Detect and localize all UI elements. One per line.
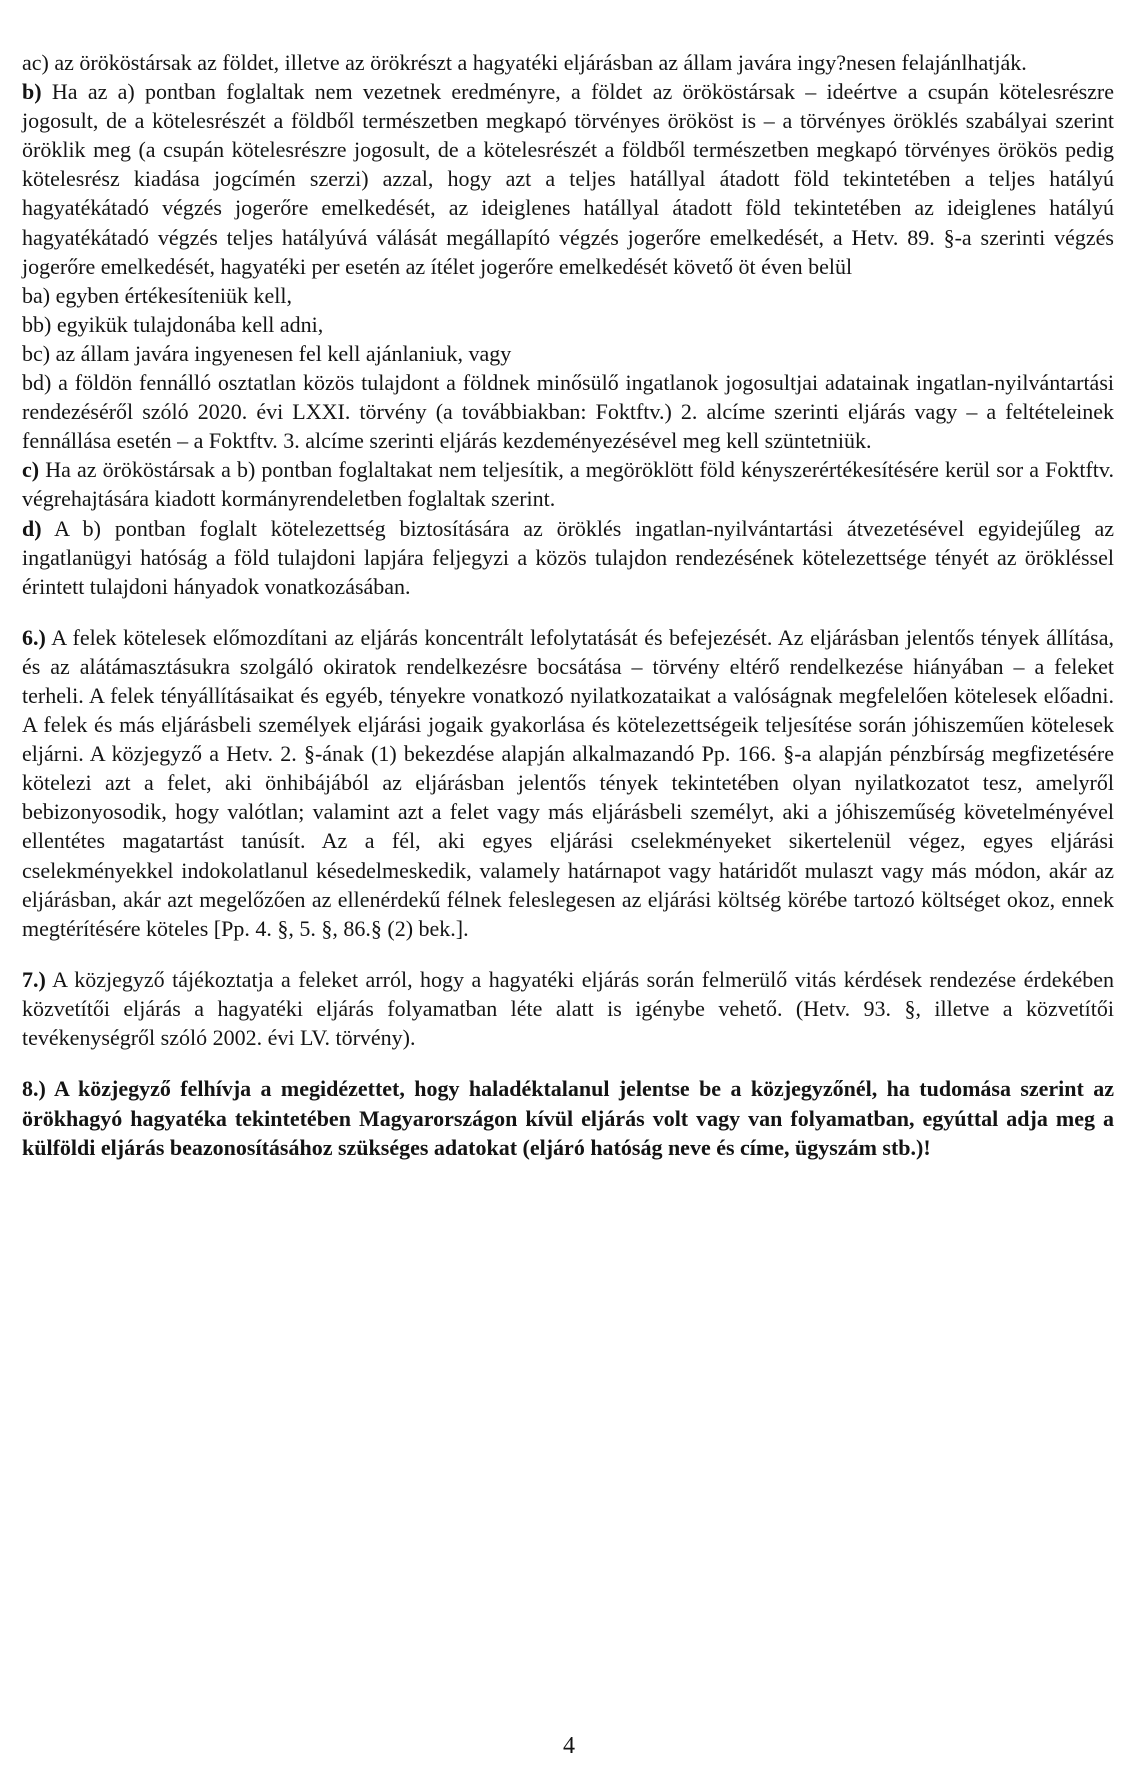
paragraph-label: 6.) [22,624,46,650]
paragraph-text: A közjegyző tájékoztatja a feleket arról, hogy a hagyatéki eljárás során felmerülő vitás kérdések rendezése érdekében közvetítői eljárás a hagyatéki eljárás folyamatban léte alatt is igénybe vehető. (Hetv. 93. §, illetve a közvetítői tevékenységről szóló 2002. évi LV. törvény). [22,966,1114,1050]
paragraph-text: bd) a földön fennálló osztatlan közös tulajdont a földnek minősülő ingatlanok jogosultjai adatainak ingatlan-nyilvántartási rendezéséről szóló 2020. évi LXXI. törvény (a továbbiakban: Foktftv.) 2. alcíme szerinti eljárás vagy – a feltételeinek fennállása esetén – a Foktftv. 3. alcíme szerinti eljárás kezdeményezésével meg kell szüntetniük. [22,370,1114,454]
paragraph-7 [22,965,1114,1052]
paragraph-text: ba) egyben értékesíteniük kell, [22,282,293,308]
document-body [22,48,1114,1163]
paragraph-text: Ha az örököstársak a b) pontban foglaltakat nem teljesítik, a megöröklött föld kényszerértékesítésére kerül sor a Foktftv. végrehajtására kiadott kormányrendeletben foglaltak szerint. [22,457,1114,512]
paragraph-bb [22,310,1114,339]
paragraph-text: A közjegyző felhívja a megidézettet, hogy haladéktalanul jelentse be a közjegyzőnél, ha tudomása szerint az örökhagyó hagyatéka tekintetében Magyarországon kívül eljárás volt vagy van folyamatban, egyúttal adja meg a külföldi eljárás beazonosításához szükséges adatokat (eljáró hatóság neve és címe, ügyszám stb.)! [22,1076,1114,1161]
paragraph-text: A felek kötelesek előmozdítani az eljárás koncentrált lefolytatását és befejezését. Az eljárásban jelentős tények állítása, és az alátámasztásukra szolgáló okiratok rendelkezésre bocsátása – törvény eltérő rendelkezése hiányában – a feleket terheli. A felek tényállításaikat és egyéb, tényekre vonatkozó nyilatkozataikat a valóságnak megfelelően kötelesek előadni. A felek és más eljárásbeli személyek eljárási jogaik gyakorlása és kötelezettségeik teljesítése során jóhiszeműen kötelesek eljárni. A közjegyző a Hetv. 2. §-ának (1) bekezdése alapján alkalmazandó Pp. 166. §-a alapján pénzbírság megfizetésére kötelezi azt a felet, aki önhibájából az eljárásban jelentős tények tekintetében olyan nyilatkozatot tesz, amelyről bebizonyosodik, hogy valótlan; valamint azt a felet vagy más eljárásbeli személyt, aki a jóhiszeműség követelményével ellentétes magatartást tanúsít. Az a fél, aki egyes eljárási cselekményeket sikertelenül végez, egyes eljárási cselekményekkel indokolatlanul késedelmeskedik, valamely határnapot vagy határidőt mulaszt vagy más módon, akár az eljárásban, akár azt megelőzően az ellenérdekű félnek feleslegesen az eljárási költség körébe tartozó költséget okoz, ennek megtérítésére köteles [Pp. 4. §, 5. §, 86.§ (2) bek.]. [22,624,1114,941]
paragraph-bc [22,339,1114,368]
paragraph-ac [22,48,1114,77]
paragraph-6 [22,623,1114,943]
paragraph-label: 8.) [22,1076,46,1102]
paragraph-b [22,77,1114,281]
paragraph-text: A b) pontban foglalt kötelezettség biztosítására az öröklés ingatlan-nyilvántartási átvezetésével egyidejűleg az ingatlanügyi hatóság a föld tulajdoni lapjára feljegyzi a közös tulajdon rendezésének kötelezettsége tényét az örökléssel érintett tulajdoni hányadok vonatkozásában. [22,515,1114,599]
paragraph-text: bb) egyikük tulajdonába kell adni, [22,311,324,337]
paragraph-ba [22,281,1114,310]
paragraph-label: d) [22,515,42,541]
paragraph-d [22,514,1114,601]
paragraph-text: ac) az örököstársak az földet, illetve az örökrészt a hagyatéki eljárásban az állam javára ingy?nesen felajánlhatják. [22,50,1027,75]
paragraph-label: c) [22,457,40,483]
paragraph-label: b) [22,79,42,105]
page-number: 4 [563,1733,575,1759]
paragraph-text: Ha az a) pontban foglaltak nem vezetnek eredményre, a földet az örököstársak – ideértve a csupán kötelesrészre jogosult, de a kötelesrészét a földből természetben megkapó törvényes örököst is – a törvényes öröklés szabályai szerint öröklik meg (a csupán kötelesrészre jogosult, de a kötelesrészét a földből természetben megkapó törvényes örökös pedig kötelesrész kiadása jogcímén szerzi) azzal, hogy azt a teljes hatállyal átadott föld tekintetében a teljes hatályú hagyatékátadó végzés jogerőre emelkedését, az ideiglenes hatállyal átadott föld tekintetében az ideiglenes hatályú hagyatékátadó végzés teljes hatályúvá válását megállapító végzés jogerőre emelkedését, a Hetv. 89. §-a szerinti végzés jogerőre emelkedését, hagyatéki per esetén az ítélet jogerőre emelkedését követő öt éven belül [22,79,1114,279]
paragraph-8 [22,1074,1114,1163]
paragraph-bd [22,368,1114,455]
paragraph-label: 7.) [22,966,46,992]
paragraph-c [22,455,1114,513]
paragraph-text: bc) az állam javára ingyenesen fel kell ajánlaniuk, vagy [22,340,512,366]
